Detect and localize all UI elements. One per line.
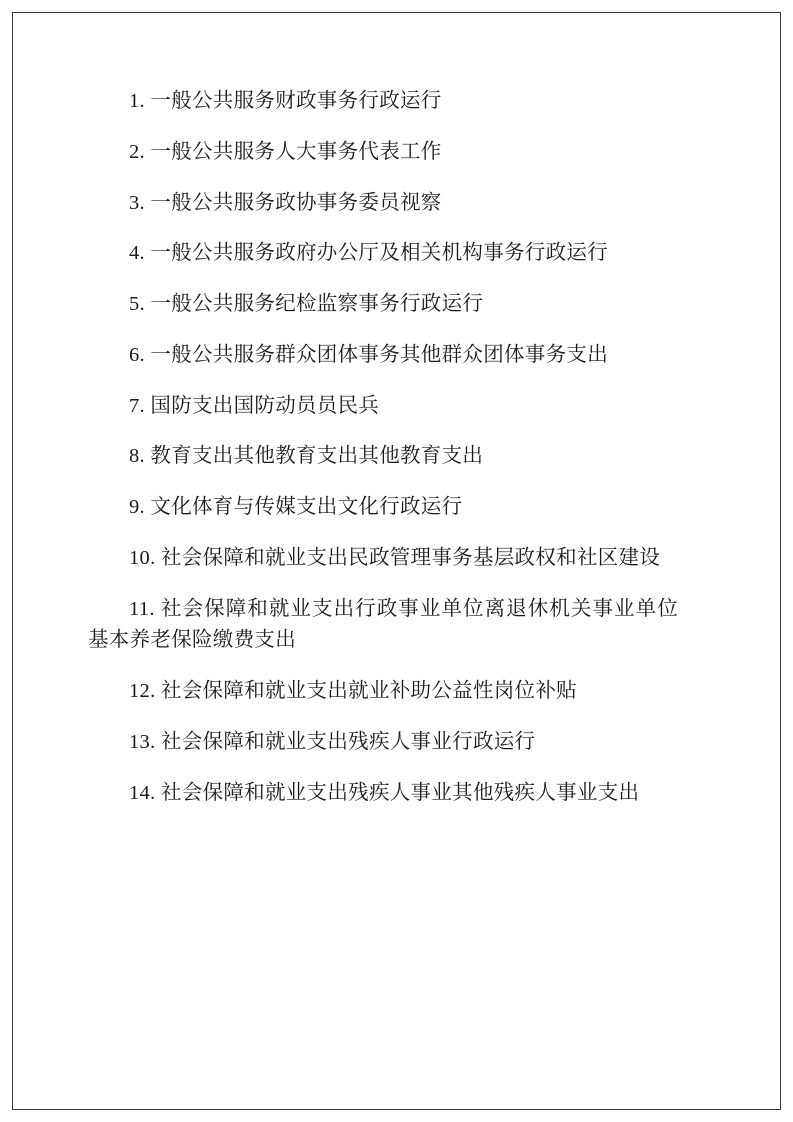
- list-item: 2. 一般公共服务人大事务代表工作: [129, 140, 442, 163]
- list-item: 4. 一般公共服务政府办公厅及相关机构事务行政运行: [129, 242, 608, 265]
- list-item: 8. 教育支出其他教育支出其他教育支出: [129, 445, 484, 468]
- list-item: 3. 一般公共服务政协事务委员视察: [129, 191, 442, 214]
- document-body: [88, 86, 678, 809]
- list-item: 10. 社会保障和就业支出民政管理事务基层政权和社区建设: [129, 546, 661, 569]
- list-item: 9. 文化体育与传媒支出文化行政运行: [129, 496, 463, 519]
- list-item: 7. 国防支出国防动员员民兵: [129, 394, 380, 417]
- list-item: 14. 社会保障和就业支出残疾人事业其他残疾人事业支出: [129, 781, 640, 804]
- list-item: 1. 一般公共服务财政事务行政运行: [129, 90, 442, 112]
- list-item: 13. 社会保障和就业支出残疾人事业行政运行: [129, 730, 536, 753]
- list-item: 11. 社会保障和就业支出行政事业单位离退休机关事业单位基本养老保险缴费支出: [88, 597, 678, 652]
- list-item: 12. 社会保障和就业支出就业补助公益性岗位补贴: [129, 680, 577, 703]
- list-item: 6. 一般公共服务群众团体事务其他群众团体事务支出: [129, 343, 608, 366]
- list-item: 5. 一般公共服务纪检监察事务行政运行: [129, 293, 484, 316]
